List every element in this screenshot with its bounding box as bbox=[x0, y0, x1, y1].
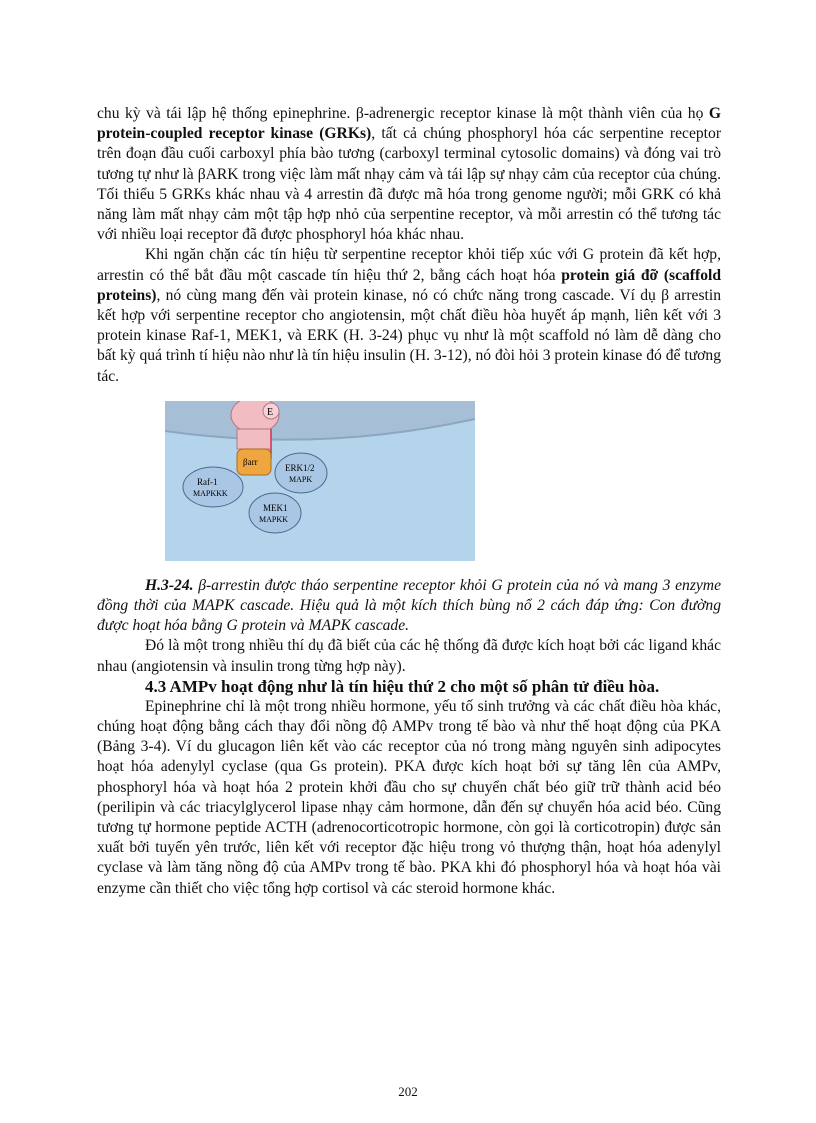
caption-label: H.3-24. bbox=[145, 576, 194, 594]
page-body bbox=[97, 104, 721, 899]
paragraph-3: Đó là một trong nhiều thí dụ đã biết của các hệ thống đã được kích hoạt bởi các ligand khác nhau (angiotensin và insulin trong từng hợp này). bbox=[97, 637, 721, 675]
label-barr: βarr bbox=[243, 456, 258, 467]
label-mapkk: MAPKK bbox=[259, 514, 288, 524]
mek1-blob bbox=[249, 493, 301, 533]
receptor-body bbox=[237, 429, 271, 449]
grk-term: G protein-coupled receptor kinase (GRKs) bbox=[97, 105, 721, 143]
arrestin-scaffold-diagram bbox=[165, 401, 475, 566]
paragraph-1: chu kỳ và tái lập hệ thống epinephrine. β-adrenergic receptor kinase là một thành viên của họ G protein-coupled receptor kinase (GRKs), tất cả chúng phosphoryl hóa các serpentine receptor trên đoạn đầu cuối carboxyl phía bào tương (carboxyl terminal cytosolic domains) và đóng vai trò tương tự như là βARK trong việc làm mất nhạy cảm và tái lập sự nhạy cảm của receptor của chúng. Tối thiểu 5 GRKs khác nhau và 4 arrestin đã được mã hóa trong genome người; mỗi GRK có khả năng làm mất nhạy cảm một tập hợp nhỏ của serpentine receptor, và mỗi arrestin có thể tương tác với nhiều loại receptor đã được phosphoryl hóa khác nhau. bbox=[97, 105, 722, 244]
figure-3-24 bbox=[165, 401, 475, 566]
scaffold-term: protein giá đỡ (scaffold proteins) bbox=[97, 266, 721, 304]
paragraph-4: Epinephrine chỉ là một trong nhiều hormone, yếu tố sinh trưởng và các chất điều hòa khác, chúng hoạt động bằng cách thay đổi nồng độ AMPv trong tế bào và như thế hoạt động của PKA (Bảng 3-4). Ví du glucagon liên kết vào các receptor của nó trong màng nguyên sinh adipocytes hoạt hóa adenylyl cyclase (qua Gs protein). PKA được kích hoạt bởi sự tăng lên của AMPv, phosphoryl hóa và hoạt hóa 2 protein khởi đầu cho sự chuyển chất béo giữ trữ thành acid béo (perilipin và các triacylglycerol lipase nhạy cảm hormone, dẫn đến sự chuyển hóa acid béo. Cũng tương tự hormone peptide ACTH (adrenocorticotropic hormone, còn gọi là corticotropin) được sản xuất bởi tuyến yên trước, liên kết với receptor đặc hiệu trong vỏ thượng thận, hoạt hóa adenylyl cyclase và làm tăng nồng độ của AMPv trong tế bào. PKA khi đó phosphoryl hóa và hoạt hóa vài enzyme cần thiết cho việc tổng hợp cortisol và các steroid hormone khác. bbox=[97, 697, 721, 897]
label-mapkkk: MAPKKK bbox=[193, 488, 228, 498]
raf1-blob bbox=[183, 467, 243, 507]
section-heading: 4.3 AMPv hoạt động như là tín hiệu thứ 2 cho một số phân tử điều hòa. bbox=[145, 676, 660, 696]
erk-blob bbox=[275, 453, 327, 493]
page-number: 202 bbox=[398, 1084, 418, 1099]
label-erk: ERK1/2 bbox=[285, 462, 315, 473]
paragraph-2: Khi ngăn chặn các tín hiệu từ serpentine receptor khỏi tiếp xúc với G protein đã kết hợp, arrestin có thể bắt đầu một cascade tín hiệu thứ 2, bằng cách hoạt hóa protein giá đỡ (scaffold proteins), nó cùng mang đến vài protein kinase, nó có chức năng trong cascade. Ví dụ β arrestin kết hợp với serpentine receptor cho angiotensin, một chất điều hòa huyết áp mạnh, liên kết với 3 protein kinase Raf-1, MEK1, và ERK (H. 3-24) phục vụ như là một scaffold nó làm dễ dàng cho bất kỳ quá trình tí hiệu nào như là tín hiệu insulin (H. 3-12), nó đòi hỏi 3 protein kinase đó để tương tác. bbox=[97, 246, 721, 385]
label-e: E bbox=[267, 406, 274, 418]
label-mek1: MEK1 bbox=[263, 502, 288, 513]
label-raf1: Raf-1 bbox=[197, 476, 218, 487]
figure-caption: H.3-24. β-arrestin được tháo serpentine receptor khỏi G protein của nó và mang 3 enzyme đồng thời của MAPK cascade. Hiệu quả là một kích thích bùng nổ 2 cách đáp ứng: Con đường được hoạt hóa bằng G protein và MAPK cascade. bbox=[97, 576, 721, 635]
label-mapk: MAPK bbox=[289, 474, 313, 484]
